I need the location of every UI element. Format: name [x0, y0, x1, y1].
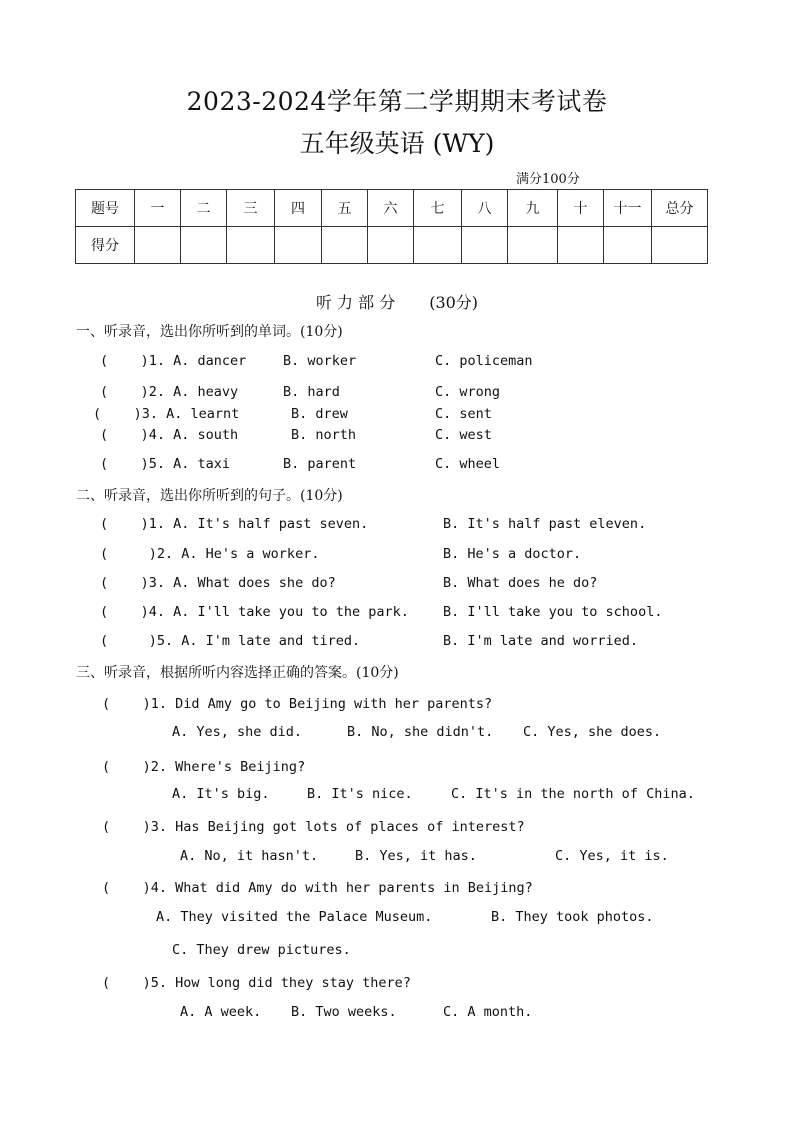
part3-q5-option-c: C. A month. [443, 1004, 533, 1020]
listening-title: 听 力 部 分 [315, 293, 396, 312]
listening-points: (30分) [429, 293, 479, 312]
score-table [75, 189, 708, 264]
score-header-cell: 总分 [652, 190, 708, 227]
score-cell[interactable] [275, 227, 322, 264]
part2-q2-option-b: B. He's a doctor. [443, 546, 582, 562]
score-header-cell: 题号 [76, 190, 135, 227]
exam-subtitle: 五年级英语 (WY) [299, 129, 495, 158]
part3-q3-option-c: C. Yes, it is. [555, 848, 669, 864]
part1-q4: ( )4. A. south [100, 427, 239, 443]
score-header-cell: 一 [135, 190, 181, 227]
score-cell[interactable] [135, 227, 181, 264]
part3-q3-option-a: A. No, it hasn't. [180, 848, 319, 864]
part2-q3: ( )3. A. What does she do? [100, 575, 336, 591]
score-cell[interactable] [508, 227, 558, 264]
part1-q3-option-b: B. drew [291, 406, 348, 422]
score-cell[interactable] [462, 227, 508, 264]
score-cell[interactable] [414, 227, 462, 264]
part3-q1: ( )1. Did Amy go to Beijing with her parents? [102, 696, 493, 712]
score-header-cell: 七 [414, 190, 462, 227]
score-cell[interactable] [322, 227, 368, 264]
part1-q3: ( )3. A. learnt [93, 406, 240, 422]
part1-q5-option-c: C. wheel [435, 456, 501, 472]
part3-q3-option-b: B. Yes, it has. [355, 848, 477, 864]
listening-section-title [0, 290, 794, 313]
part1-q5-option-b: B. parent [283, 456, 357, 472]
score-header-cell: 五 [322, 190, 368, 227]
part3-q2-option-b: B. It's nice. [307, 786, 413, 802]
part1-heading: 一、听录音，选出你所听到的单词。(10分) [76, 324, 343, 340]
part2-q3-option-b: B. What does he do? [443, 575, 598, 591]
score-cell[interactable] [652, 227, 708, 264]
part3-q4-option-a: A. They visited the Palace Museum. [156, 909, 433, 925]
score-header-cell: 十 [558, 190, 604, 227]
full-score: 满分100分 [516, 172, 580, 187]
score-cell[interactable] [227, 227, 275, 264]
part2-q5: ( )5. A. I'm late and tired. [100, 633, 361, 649]
score-header-cell: 十一 [604, 190, 652, 227]
score-table-header-row [76, 190, 708, 227]
score-header-cell: 八 [462, 190, 508, 227]
part2-q5-option-b: B. I'm late and worried. [443, 633, 639, 649]
part2-heading: 二、听录音，选出你所听到的句子。(10分) [76, 488, 343, 504]
score-table-score-row [76, 227, 708, 264]
exam-title: 2023-2024学年第二学期期末考试卷 [186, 87, 608, 116]
score-header-cell: 六 [368, 190, 414, 227]
part2-q1: ( )1. A. It's half past seven. [100, 516, 369, 532]
part1-q4-option-c: C. west [435, 427, 492, 443]
part3-q1-option-b: B. No, she didn't. [347, 724, 494, 740]
part1-q3-option-c: C. sent [435, 406, 492, 422]
part2-q1-option-b: B. It's half past eleven. [443, 516, 647, 532]
score-cell[interactable] [368, 227, 414, 264]
part3-q4-option-b: B. They took photos. [491, 909, 654, 925]
part3-q5-option-a: A. A week. [180, 1004, 262, 1020]
part3-q2: ( )2. Where's Beijing? [102, 759, 306, 775]
part3-q4-option-c: C. They drew pictures. [172, 942, 351, 958]
part1-q2-option-b: B. hard [283, 384, 340, 400]
part2-q4: ( )4. A. I'll take you to the park. [100, 604, 409, 620]
score-cell[interactable] [558, 227, 604, 264]
score-row-label: 得分 [76, 227, 135, 264]
part3-q1-option-a: A. Yes, she did. [172, 724, 303, 740]
part3-heading: 三、听录音，根据所听内容选择正确的答案。(10分) [76, 665, 399, 681]
part3-q1-option-c: C. Yes, she does. [523, 724, 662, 740]
part3-q5-option-b: B. Two weeks. [291, 1004, 397, 1020]
part2-q4-option-b: B. I'll take you to school. [443, 604, 663, 620]
part3-q5: ( )5. How long did they stay there? [102, 975, 411, 991]
score-cell[interactable] [181, 227, 227, 264]
part1-q4-option-b: B. north [291, 427, 357, 443]
score-header-cell: 四 [275, 190, 322, 227]
score-cell[interactable] [604, 227, 652, 264]
part1-q1: ( )1. A. dancer [100, 353, 247, 369]
part1-q5: ( )5. A. taxi [100, 456, 231, 472]
score-header-cell: 九 [508, 190, 558, 227]
part3-q4: ( )4. What did Amy do with her parents in Beijing? [102, 880, 533, 896]
part1-q2-option-c: C. wrong [435, 384, 501, 400]
part2-q2: ( )2. A. He's a worker. [100, 546, 320, 562]
score-header-cell: 三 [227, 190, 275, 227]
part1-q1-option-b: B. worker [283, 353, 357, 369]
part1-q1-option-c: C. policeman [435, 353, 533, 369]
part1-q2: ( )2. A. heavy [100, 384, 239, 400]
part3-q3: ( )3. Has Beijing got lots of places of interest? [102, 819, 525, 835]
part3-q2-option-a: A. It's big. [172, 786, 270, 802]
part3-q2-option-c: C. It's in the north of China. [451, 786, 695, 802]
score-header-cell: 二 [181, 190, 227, 227]
